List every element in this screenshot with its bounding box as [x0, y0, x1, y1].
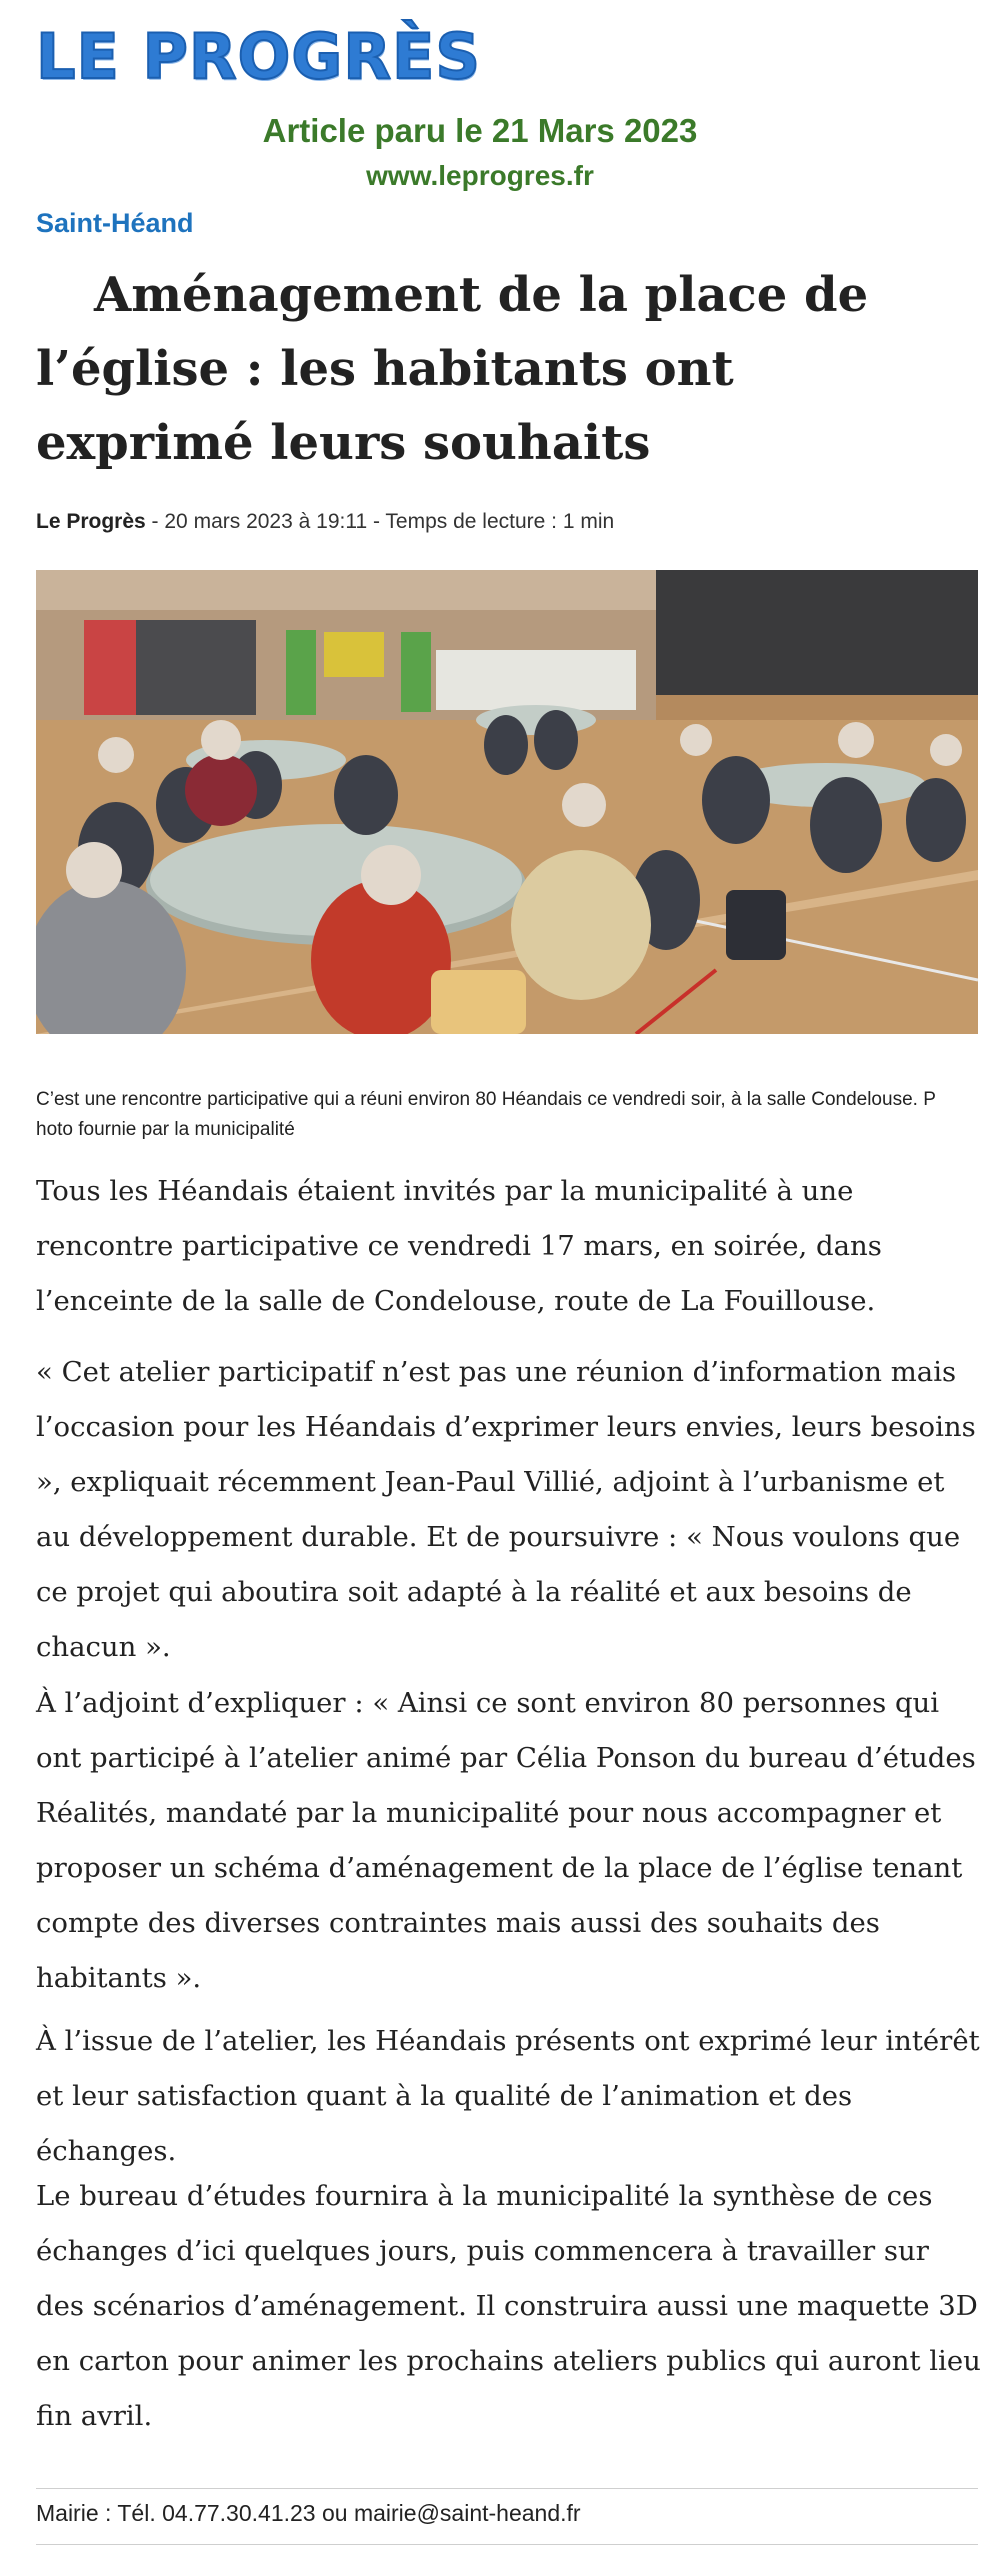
article-photo	[36, 570, 978, 1034]
article-paragraph: Tous les Héandais étaient invités par la municipalité à une rencontre participative ce vendredi 17 mars, en soirée, dans l’enceinte de la salle de Condelouse, route de La Fouillouse.	[36, 1175, 882, 1317]
le-progres-logo: LE PROGRÈS	[36, 20, 481, 93]
article-paragraph: À l’issue de l’atelier, les Héandais présents ont exprimé leur intérêt et leur satisfaction quant à la qualité de l’animation et des échanges.	[36, 2025, 980, 2167]
meeting-hall-photo	[36, 570, 978, 1034]
publication-note: Article paru le 21 Mars 2023	[262, 112, 698, 149]
photo-caption: C’est une rencontre participative qui a réuni environ 80 Héandais ce vendredi soir, à la salle Condelouse. P hoto fournie par la municipalité	[36, 1089, 936, 1140]
footer-divider-bottom	[36, 2544, 978, 2545]
footer-divider-top	[36, 2488, 978, 2489]
article-paragraph: Le bureau d’études fournira à la municipalité la synthèse de ces échanges d’ici quelques jours, puis commencera à travailler sur des scénarios d’aménagement. Il construira aussi une maquette 3D en carton pour animer les prochains ateliers publics qui auront lieu fin avril.	[36, 2180, 981, 2432]
byline-source: Le Progrès	[36, 510, 146, 533]
byline	[36, 510, 614, 534]
website-url: www.leprogres.fr	[366, 160, 594, 191]
article-paragraph: « Cet atelier participatif n’est pas une réunion d’information mais l’occasion pour les Héandais d’exprimer leurs envies, leurs besoins », expliquait récemment Jean-Paul Villié, adjoint à l’urbanisme et au développement durable. Et de poursuivre : « Nous voulons que ce projet qui aboutira soit adapté à la réalité et aux besoins de chacun ».	[36, 1356, 976, 1663]
mairie-contact: Mairie : Tél. 04.77.30.41.23 ou mairie@saint-heand.fr	[36, 2500, 581, 2526]
article-paragraph: À l’adjoint d’expliquer : « Ainsi ce sont environ 80 personnes qui ont participé à l’atelier animé par Célia Ponson du bureau d’études Réalités, mandaté par la municipalité pour nous accompagner et proposer un schéma d’aménagement de la place de l’église tenant compte des diverses contraintes mais aussi des souhaits des habitants ».	[36, 1687, 976, 1994]
byline-details: - 20 mars 2023 à 19:11 - Temps de lecture : 1 min	[145, 510, 615, 533]
article-title: Aménagement de la place de l’église : les habitants ont exprimé leurs souhaits	[36, 267, 869, 471]
section-label[interactable]: Saint-Héand	[36, 208, 194, 238]
